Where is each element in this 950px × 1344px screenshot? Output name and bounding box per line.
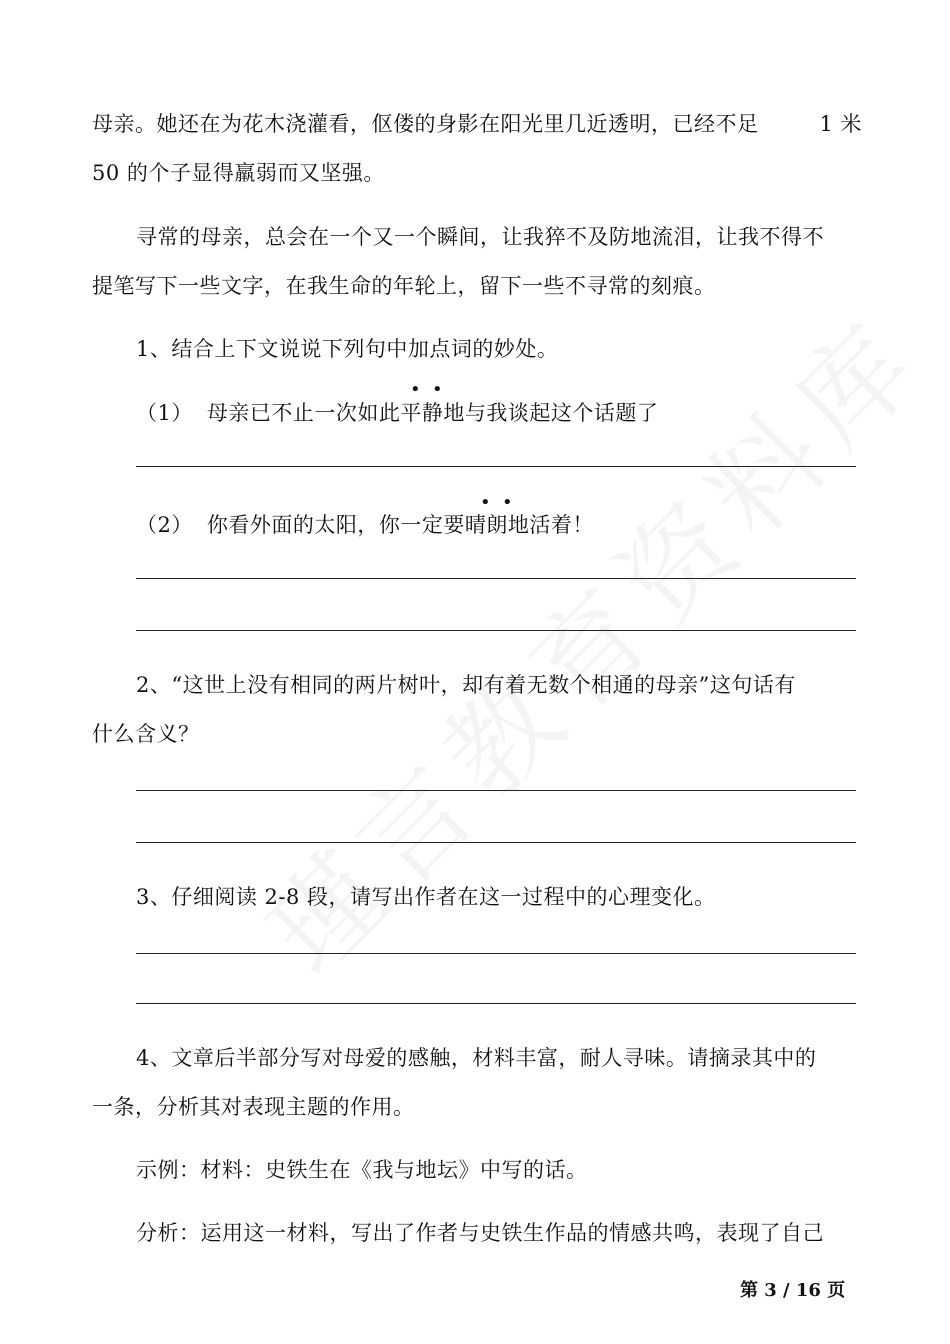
analysis-line xyxy=(136,1218,862,1248)
answer-line[interactable] xyxy=(136,630,856,631)
paragraph-2-line-2: 提笔写下一些文字，在我生命的年轮上，留下一些不寻常的刻痕。 xyxy=(92,274,716,298)
question-1-sub-2 xyxy=(136,510,862,540)
question-2-line-1 xyxy=(136,670,862,700)
sub-number: （2） xyxy=(136,513,193,537)
answer-line[interactable] xyxy=(136,790,856,791)
question-3: 3、仔细阅读 2-8 段，请写出作者在这一过程中的心理变化。 xyxy=(136,885,716,909)
question-text: 4、文章后半部分写对母爱的感触，材料丰富，耐人寻味。请摘录其中的 xyxy=(136,1046,817,1070)
paragraph-1-line-1 xyxy=(92,109,862,139)
question-text: 2、“这世上没有相同的两片树叶，却有着无数个相通的母亲”这句话有 xyxy=(136,673,796,697)
paragraph-text: 寻常的母亲，总会在一个又一个瞬间，让我猝不及防地流泪，让我不得不 xyxy=(136,225,824,249)
paragraph-1-line-2: 50 的个子显得羸弱而又坚强。 xyxy=(92,161,385,185)
sub-text: 母亲已不止一次如此平静地与我谈起这个话题了 xyxy=(206,401,659,425)
question-1: 1、结合上下文说说下列句中加点词的妙处。 xyxy=(136,337,559,361)
answer-line[interactable] xyxy=(136,953,856,954)
answer-line[interactable] xyxy=(136,842,856,843)
question-4-line-1 xyxy=(136,1043,862,1073)
page-number: 第 3 / 16 页 xyxy=(740,1280,846,1301)
answer-line[interactable] xyxy=(136,466,856,467)
sub-text: 你看外面的太阳，你一定要晴朗地活着！ xyxy=(206,513,594,537)
emphasis-dots: • • xyxy=(480,492,513,513)
sub-number: （1） xyxy=(136,401,193,425)
question-1-sub-1 xyxy=(136,398,862,428)
question-4-line-2: 一条，分析其对表现主题的作用。 xyxy=(92,1095,415,1119)
emphasis-dots: • • xyxy=(410,379,443,400)
paragraph-text: 母亲。她还在为花木浇灌看，伛偻的身影在阳光里几近透明，已经不足 xyxy=(92,112,759,136)
question-2-line-2: 什么含义？ xyxy=(92,722,200,746)
answer-line[interactable] xyxy=(136,578,856,579)
paragraph-text-tail: 1 米 xyxy=(819,112,862,136)
analysis-text: 分析：运用这一材料，写出了作者与史铁生作品的情感共鸣，表现了自己 xyxy=(136,1221,824,1245)
example-line: 示例：材料：史铁生在《我与地坛》中写的话。 xyxy=(136,1158,588,1182)
answer-line[interactable] xyxy=(136,1003,856,1004)
paragraph-2-line-1 xyxy=(136,222,862,252)
